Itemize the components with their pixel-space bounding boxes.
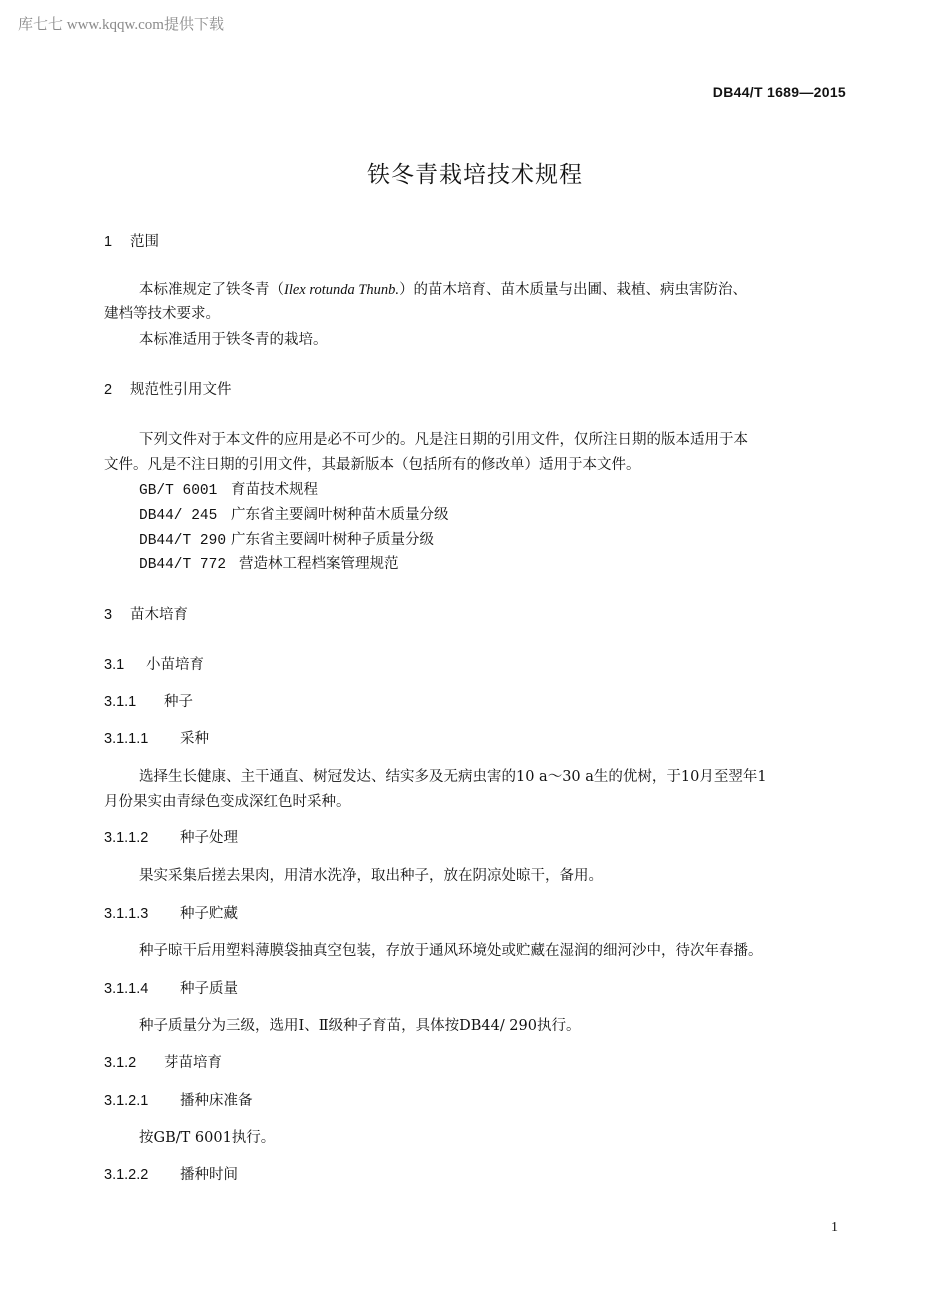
section-number: 3.1.1.4 xyxy=(104,981,149,997)
watermark-text: 库七七 www.kqqw.com提供下载 xyxy=(18,17,224,33)
section-number: 3.1.1.2 xyxy=(104,830,149,846)
page-number: 1 xyxy=(831,1220,838,1235)
reference-name: 广东省主要阔叶树种子质量分级 xyxy=(231,532,434,548)
section-title: 播种床准备 xyxy=(180,1093,253,1109)
section-title: 芽苗培育 xyxy=(164,1055,222,1071)
latin-name: Ilex rotunda Thunb. xyxy=(284,282,400,298)
paragraph-seed-quality: 种子质量分为三级，选用Ⅰ、Ⅱ级种子育苗，具体按DB44/ 290执行。 xyxy=(139,1018,581,1034)
section-title: 种子质量 xyxy=(180,981,238,997)
document-code: DB44/T 1689—2015 xyxy=(712,84,846,100)
paragraph-scope-line2: 建档等技术要求。 xyxy=(104,306,220,322)
section-heading-3-1-2-2 xyxy=(104,1163,238,1184)
section-number: 3.1 xyxy=(104,657,125,673)
section-title: 小苗培育 xyxy=(146,657,204,673)
text-segment: ）的苗木培育、苗木质量与出圃、栽植、病虫害防治、 xyxy=(399,282,748,298)
section-title: 规范性引用文件 xyxy=(130,382,232,398)
reference-code: DB44/T 772 xyxy=(139,557,227,573)
section-title: 播种时间 xyxy=(180,1167,238,1183)
reference-code: DB44/ 245 xyxy=(139,508,218,524)
section-number: 3.1.2.1 xyxy=(104,1093,149,1109)
document-title: 铁冬青栽培技术规程 xyxy=(367,162,583,188)
section-number: 3.1.1.1 xyxy=(104,731,149,747)
paragraph-seedbed-preparation: 按GB/T 6001执行。 xyxy=(139,1130,276,1146)
section-title: 种子 xyxy=(164,694,193,710)
paragraph-scope-applicability: 本标准适用于铁冬青的栽培。 xyxy=(139,332,328,348)
reference-item xyxy=(139,528,434,549)
paragraph-scope-line1 xyxy=(139,278,747,299)
section-heading-1 xyxy=(104,230,159,251)
section-number: 2 xyxy=(104,382,113,398)
paragraph-seed-storage: 种子晾干后用塑料薄膜袋抽真空包装，存放于通风环境处或贮藏在湿润的细河沙中，待次年春播。 xyxy=(139,943,763,959)
reference-name: 育苗技术规程 xyxy=(231,482,318,498)
reference-code: GB/T 6001 xyxy=(139,483,218,499)
section-title: 种子贮藏 xyxy=(180,906,238,922)
reference-code: DB44/T 290 xyxy=(139,533,227,549)
section-heading-2 xyxy=(104,378,232,399)
section-heading-3-1-2-1 xyxy=(104,1089,253,1110)
section-title: 苗木培育 xyxy=(130,607,188,623)
paragraph-references-line2: 文件。凡是不注日期的引用文件，其最新版本（包括所有的修改单）适用于本文件。 xyxy=(104,457,641,473)
reference-item xyxy=(139,552,399,573)
paragraph-references-line1: 下列文件对于本文件的应用是必不可少的。凡是注日期的引用文件，仅所注日期的版本适用于本 xyxy=(139,432,748,448)
paragraph-seed-collection-line2: 月份果实由青绿色变成深红色时采种。 xyxy=(104,794,351,810)
section-title: 范围 xyxy=(130,234,159,250)
reference-item xyxy=(139,503,449,524)
section-heading-3-1-2 xyxy=(104,1051,222,1072)
section-number: 3.1.2 xyxy=(104,1055,137,1071)
section-heading-3-1-1-1 xyxy=(104,727,209,748)
reference-name: 营造林工程档案管理规范 xyxy=(239,556,399,572)
section-heading-3-1 xyxy=(104,653,204,674)
section-heading-3 xyxy=(104,603,188,624)
section-number: 3.1.1 xyxy=(104,694,137,710)
paragraph-seed-collection-line1: 选择生长健康、主干通直、树冠发达、结实多及无病虫害的10 a～30 a生的优树，于10月至翌年1 xyxy=(139,769,767,785)
section-number: 3.1.2.2 xyxy=(104,1167,149,1183)
paragraph-seed-processing: 果实采集后搓去果肉，用清水洗净，取出种子，放在阴凉处晾干，备用。 xyxy=(139,868,603,884)
section-heading-3-1-1-4 xyxy=(104,977,238,998)
section-title: 种子处理 xyxy=(180,830,238,846)
section-heading-3-1-1 xyxy=(104,690,193,711)
section-number: 3 xyxy=(104,607,113,623)
section-title: 采种 xyxy=(180,731,209,747)
section-heading-3-1-1-2 xyxy=(104,826,238,847)
section-heading-3-1-1-3 xyxy=(104,902,238,923)
text-segment: 本标准规定了铁冬青（ xyxy=(139,282,284,298)
reference-item xyxy=(139,478,318,499)
section-number: 1 xyxy=(104,234,113,250)
section-number: 3.1.1.3 xyxy=(104,906,149,922)
reference-name: 广东省主要阔叶树种苗木质量分级 xyxy=(231,507,449,523)
